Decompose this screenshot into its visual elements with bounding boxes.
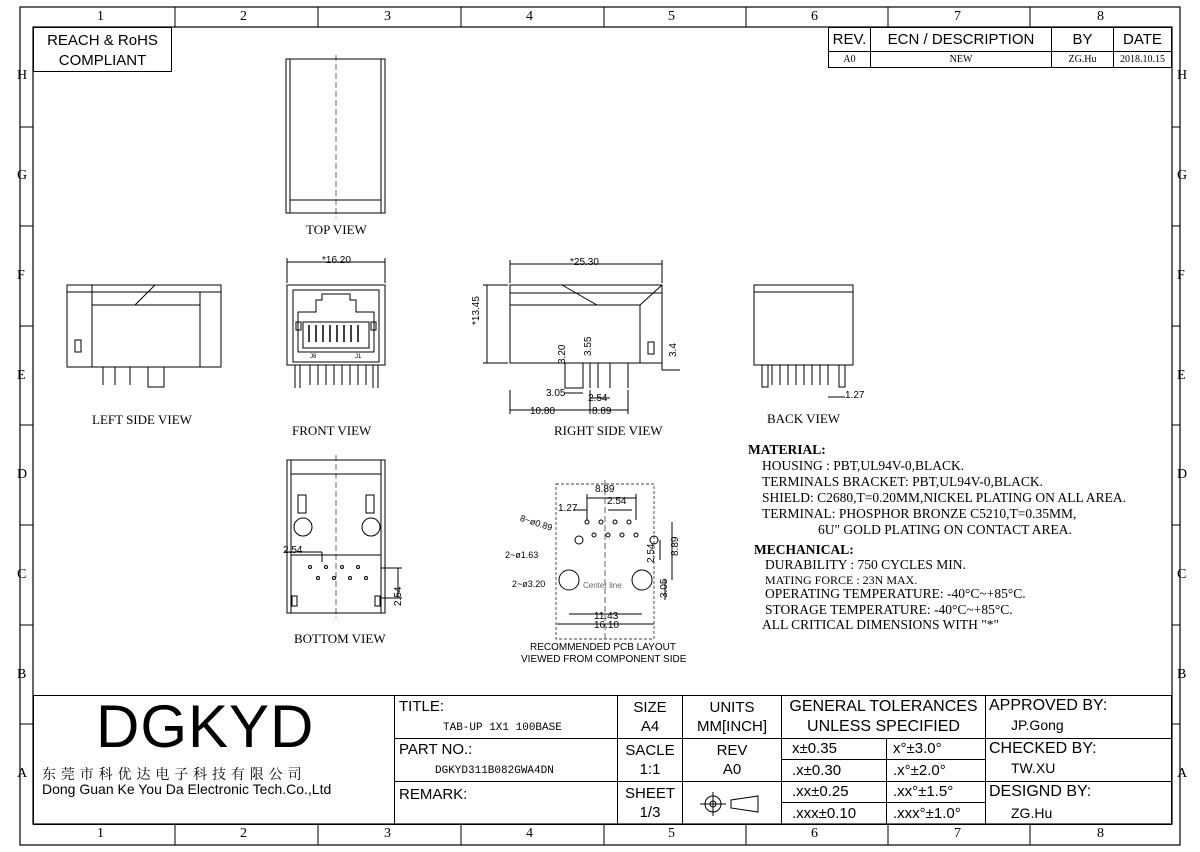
title-label: TITLE: (399, 698, 445, 715)
dim-right-height: *13.45 (471, 296, 482, 325)
col-number: 5 (668, 9, 675, 24)
dim-back-127: 1.27 (845, 390, 865, 401)
title-value: TAB-UP 1X1 100BASE (443, 722, 562, 734)
tol-angular: .x°±2.0° (886, 759, 986, 782)
sheet-cell (617, 781, 683, 825)
center-line-note: Center line (583, 581, 622, 590)
material-line: 6U" GOLD PLATING ON CONTACT AREA. (818, 522, 1072, 537)
tol-linear: x±0.35 (781, 738, 887, 760)
dim-right-width: *25.30 (570, 257, 599, 268)
tol-linear: .xxx±0.10 (781, 802, 887, 825)
col-number: 8 (1097, 826, 1104, 841)
col-number: 7 (954, 9, 961, 24)
tol-linear: .x±0.30 (781, 759, 887, 782)
col-number: 4 (526, 9, 533, 24)
right-view-label: RIGHT SIDE VIEW (554, 423, 663, 438)
title-cell (394, 695, 618, 739)
part-label: PART NO.: (399, 741, 473, 758)
scale-cell (617, 738, 683, 782)
dim-pcb-1610: 16.10 (594, 620, 620, 631)
left-view-label: LEFT SIDE VIEW (92, 412, 192, 427)
col-number: 3 (384, 826, 391, 841)
part-cell (394, 738, 618, 782)
bottom-view-label: BOTTOM VIEW (294, 631, 386, 646)
row-letter: G (1177, 168, 1188, 183)
back-view-label: BACK VIEW (767, 411, 841, 426)
pcb-label-line2: VIEWED FROM COMPONENT SIDE (521, 654, 687, 665)
dim-320: 3.20 (557, 344, 568, 364)
dim-pcb-254: 2.54 (607, 496, 627, 507)
row-letter: C (1177, 567, 1187, 582)
row-letter: C (17, 567, 27, 582)
units-value: MM[INCH] (697, 718, 767, 735)
mechanical-line: STORAGE TEMPERATURE: -40°C~+85°C. (765, 602, 1013, 617)
tol-linear: .xx±0.25 (781, 781, 887, 803)
bottom-view-drawing (285, 455, 402, 618)
row-letter: E (17, 368, 26, 383)
size-label: SIZE (633, 699, 667, 716)
material-line: SHIELD: C2680,T=0.20MM,NICKEL PLATING ON ALL AREA. (762, 490, 1126, 505)
units-cell (682, 695, 782, 739)
tol-angular: .xxx°±1.0° (886, 802, 986, 825)
row-letter: A (1177, 766, 1188, 781)
front-j1: J1 (355, 354, 362, 360)
col-number: 2 (240, 826, 247, 841)
ecn-value: NEW (870, 51, 1052, 68)
dim-305: 3.05 (546, 388, 566, 399)
units-label: UNITS (709, 699, 755, 716)
col-number: 2 (240, 9, 247, 24)
col-number: 1 (97, 826, 104, 841)
company-cn: 东 莞 市 科 优 达 电 子 科 技 有 限 公 司 (42, 766, 303, 782)
col-number: 1 (97, 9, 104, 24)
checked-cell (985, 738, 1172, 782)
material-line: TERMINALS BRACKET: PBT,UL94V-0,BLACK. (762, 474, 1043, 489)
col-number: 5 (668, 826, 675, 841)
mechanical-line: MATING FORCE : 23N MAX. (765, 573, 918, 587)
tol-angular: .xx°±1.5° (886, 781, 986, 803)
row-letter: F (1177, 268, 1185, 283)
checked-label: CHECKED BY: (989, 740, 1097, 757)
size-cell (617, 695, 683, 739)
mechanical-line: OPERATING TEMPERATURE: -40°C~+85°C. (765, 586, 1026, 601)
scale-value: 1:1 (639, 761, 661, 778)
scale-label: SACLE (625, 742, 675, 759)
tol-heading1: GENERAL TOLERANCES (789, 698, 978, 715)
row-letter: E (1177, 368, 1186, 383)
material-line: TERMINAL: PHOSPHOR BRONZE C5210,T=0.35MM, (762, 506, 1077, 521)
back-view-drawing (754, 285, 853, 397)
dim-pcb-089: 8~ø0.89 (518, 513, 554, 533)
dim-34: 3.4 (668, 343, 679, 357)
ecn-header: ECN / DESCRIPTION (870, 27, 1052, 52)
material-line: HOUSING : PBT,UL94V-0,BLACK. (762, 458, 965, 473)
rev-value-tb: A0 (722, 761, 742, 778)
designed-cell (985, 781, 1172, 825)
material-heading: MATERIAL: (748, 442, 826, 457)
row-letter: B (17, 667, 27, 682)
dim-pcb-889: 8.89 (595, 484, 615, 495)
dim-pcb-163: 2~ø1.63 (505, 550, 539, 560)
dim-1080: 10.80 (530, 406, 556, 417)
approved-value: JP.Gong (1011, 717, 1064, 733)
mechanical-line: DURABILITY : 750 CYCLES MIN. (765, 557, 966, 572)
top-view-drawing (286, 55, 385, 218)
tol-angular: x°±3.0° (886, 738, 986, 760)
col-number: 6 (811, 826, 818, 841)
col-number: 4 (526, 826, 533, 841)
dim-pcb-305: 3.05 (659, 578, 670, 598)
compliance-line1: REACH & RoHS (47, 32, 158, 49)
row-letter: D (17, 467, 28, 482)
date-value: 2018.10.15 (1113, 51, 1172, 68)
col-number: 7 (954, 826, 961, 841)
mechanical-line: ALL CRITICAL DIMENSIONS WITH "*" (762, 617, 1000, 632)
row-letter: H (17, 68, 28, 83)
col-number: 3 (384, 9, 391, 24)
row-letter: G (17, 168, 28, 183)
size-value: A4 (640, 718, 660, 735)
part-value: DGKYD311B082GWA4DN (435, 765, 554, 777)
front-view-drawing (287, 258, 385, 388)
row-letter: D (1177, 467, 1188, 482)
col-number: 8 (1097, 9, 1104, 24)
approved-label: APPROVED BY: (989, 697, 1108, 714)
right-side-view-drawing (483, 260, 680, 414)
dim-pcb-320: 2~ø3.20 (512, 579, 546, 589)
rev-value: A0 (828, 51, 871, 68)
row-letter: F (17, 268, 25, 283)
left-side-view-drawing (67, 285, 221, 387)
rev-header: REV. (828, 27, 871, 52)
row-letter: A (17, 766, 28, 781)
remark-cell (394, 781, 618, 825)
company-en: Dong Guan Ke You Da Electronic Tech.Co.,Ltd (42, 781, 332, 797)
checked-value: TW.XU (1011, 760, 1056, 776)
rev-cell (682, 738, 782, 782)
sheet-label: SHEET (624, 785, 675, 802)
mechanical-heading: MECHANICAL: (754, 542, 854, 557)
dim-254: 2.54 (588, 393, 608, 404)
tolerance-header (781, 695, 986, 739)
by-value: ZG.Hu (1051, 51, 1114, 68)
designed-value: ZG.Hu (1011, 805, 1053, 821)
dim-bottom-254: 2.54 (283, 545, 303, 556)
dim-889: 8.89 (592, 406, 612, 417)
top-view-label: TOP VIEW (306, 222, 367, 237)
dim-bottom-254-vert: 2.54 (393, 586, 404, 606)
sheet-value: 1/3 (639, 804, 661, 821)
col-number: 6 (811, 9, 818, 24)
compliance-line2: COMPLIANT (58, 52, 147, 69)
front-j8: J8 (310, 354, 317, 360)
designed-label: DESIGND BY: (989, 783, 1092, 800)
row-letter: H (1177, 68, 1188, 83)
dim-pcb-127: 1.27 (558, 503, 578, 514)
front-view-label: FRONT VIEW (292, 423, 372, 438)
remark-label: REMARK: (399, 786, 468, 803)
date-header: DATE (1113, 27, 1172, 52)
pcb-label-line1: RECOMMENDED PCB LAYOUT (530, 642, 676, 653)
row-letter: B (1177, 667, 1187, 682)
dim-pcb-254v: 2.54 (646, 543, 657, 563)
dim-355: 3.55 (583, 336, 594, 356)
dim-pcb-1143: 11.43 (594, 611, 619, 622)
approved-cell (985, 695, 1172, 739)
company-logo: DGKYD (96, 693, 315, 760)
dim-pcb-889v: 8.89 (670, 536, 681, 556)
tol-heading2: UNLESS SPECIFIED (807, 718, 960, 735)
projection-cell (682, 781, 782, 825)
by-header: BY (1051, 27, 1114, 52)
dim-front-width: *16.20 (322, 255, 351, 266)
rev-label: REV (716, 742, 748, 759)
